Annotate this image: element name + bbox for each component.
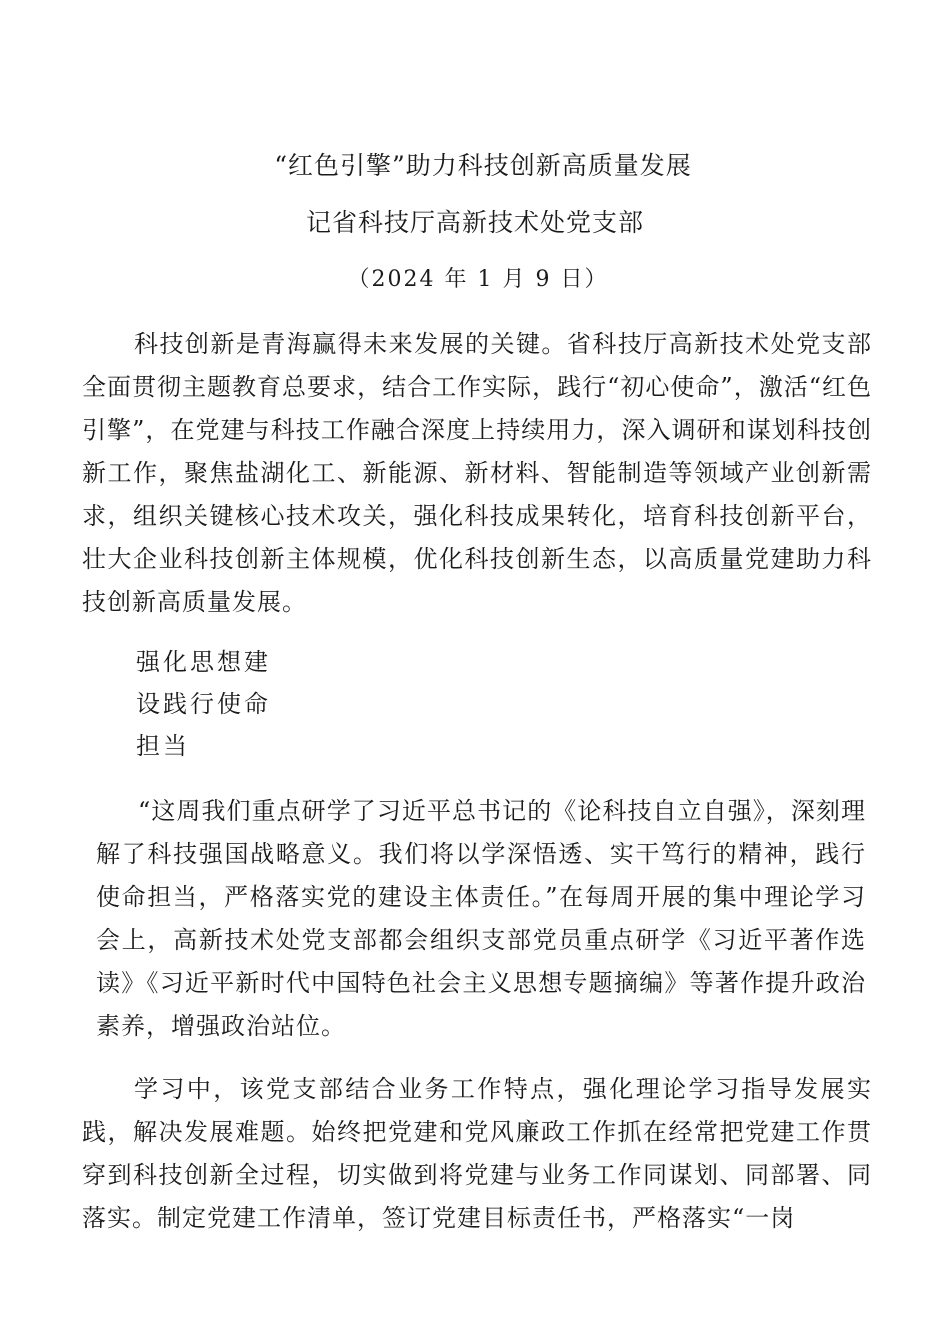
section-heading-line: 强化思想建 xyxy=(136,648,271,676)
paragraph-quote: “这周我们重点研学了习近平总书记的《论科技自立自强》，深刻理解了科技强国战略意义。我们将以学深悟透、实干笃行的精神，践行使命担当，严格落实党的建设主体责任。”在每周开展的集中理论学习会上，高新技术处党支部都会组织支部党员重点研学《习近平著作选读》《习近平新时代中国特色社会主义思想专题摘编》等著作提升政治素养，增强政治站位。 xyxy=(96,797,866,1040)
paragraph-study: 学习中，该党支部结合业务工作特点，强化理论学习指导发展实践，解决发展难题。始终把党建和党风廉政工作抓在经常把党建工作贯穿到科技创新全过程，切实做到将党建与业务工作同谋划、同部署、同落实。制定党建工作清单，签订党建目标责任书，严格落实“一岗 xyxy=(82,1075,872,1232)
paragraph-intro: 科技创新是青海赢得未来发展的关键。省科技厅高新技术处党支部全面贯彻主题教育总要求，结合工作实际，践行“初心使命”，激活“红色引擎”，在党建与科技工作融合深度上持续用力，深入调研和谋划科技创新工作，聚焦盐湖化工、新能源、新材料、智能制造等领域产业创新需求，组织关键核心技术攻关，强化科技成果转化，培育科技创新平台，壮大企业科技创新主体规模，优化科技创新生态，以高质量党建助力科技创新高质量发展。 xyxy=(82,330,872,616)
section-heading-line: 担当 xyxy=(136,732,190,760)
document-subtitle: 记省科技厅高新技术处党支部 xyxy=(305,208,644,237)
section-heading-line: 设践行使命 xyxy=(136,690,271,718)
document-date: （2024 年 1 月 9 日） xyxy=(347,267,609,292)
section-heading xyxy=(136,641,271,767)
document-title: “红色引擎”助力科技创新高质量发展 xyxy=(274,151,692,180)
